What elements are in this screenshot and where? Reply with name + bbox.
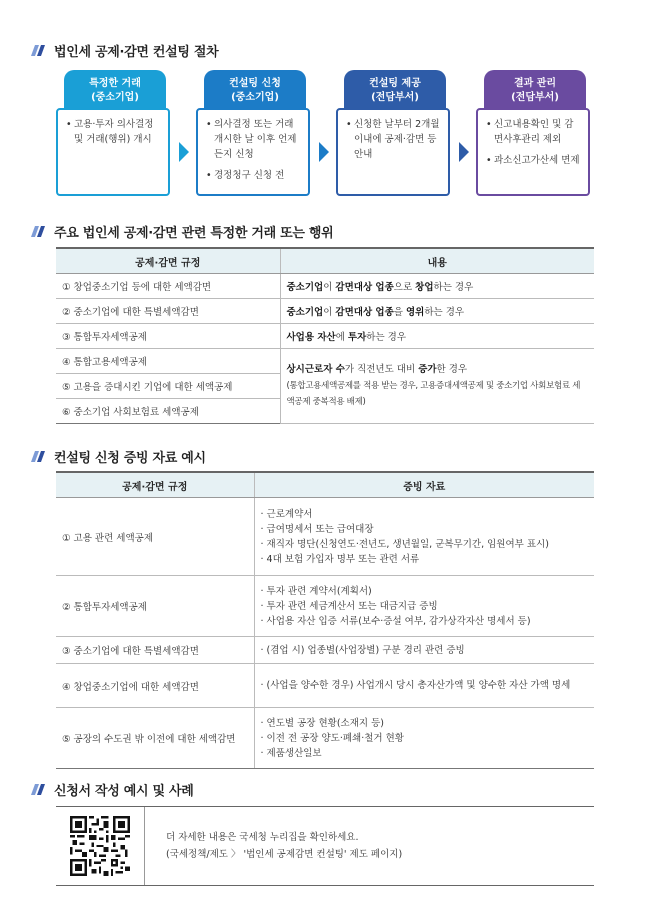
evidence-item: · (겸업 시) 업종별(사업장별) 구분 경리 관련 증빙 (260, 644, 465, 656)
qr-description (166, 829, 402, 863)
rule-cell: ③ 중소기업에 대한 특별세액감면 (56, 637, 254, 664)
section-marker-icon (32, 451, 45, 462)
step-title: 컨설팅 제공 (369, 78, 421, 89)
procedure-flow (56, 70, 596, 200)
step-item: • 신고내용확인 및 감면사후관리 제외 (486, 117, 582, 147)
step-3-head (344, 70, 446, 112)
step-title: 결과 관리 (513, 78, 557, 89)
arrow-right-icon (179, 142, 189, 162)
table-row (56, 576, 594, 637)
rule-cell: ⑥ 중소기업 사회보험료 세액공제 (56, 399, 280, 424)
step-item: • 고용·투자 의사결정 및 거래(행위) 개시 (66, 117, 162, 147)
step-2-box (196, 108, 310, 196)
step-item: • 과소신고가산세 면제 (486, 153, 582, 168)
step-item: • 신청한 날부터 2개월 이내에 공제·감면 등 안내 (346, 117, 442, 162)
qr-code-box (56, 807, 145, 885)
rule-cell: ⑤ 고용을 증대시킨 기업에 대한 세액공제 (56, 374, 280, 399)
evidence-item: · 근로계약서 (260, 508, 313, 520)
step-item: • 경정청구 신청 전 (206, 168, 302, 183)
qr-section (56, 806, 594, 886)
table-header: 내용 (280, 248, 594, 274)
evidence-cell (254, 708, 594, 769)
step-3 (336, 70, 454, 200)
step-1-head (64, 70, 166, 112)
rule-cell: ③ 통합투자세액공제 (56, 324, 280, 349)
content-cell: 중소기업이 감면대상 업종으로 창업하는 경우 (280, 274, 594, 299)
table-header: 공제·감면 규정 (56, 472, 254, 498)
table-row (56, 349, 594, 374)
table-row (56, 708, 594, 769)
section-title: 신청서 작성 예시 및 사례 (54, 784, 194, 799)
evidence-cell (254, 637, 594, 664)
table-row (56, 299, 594, 324)
evidence-table (56, 471, 594, 769)
table-row (56, 637, 594, 664)
rule-cell: ② 통합투자세액공제 (56, 576, 254, 637)
step-4-box (476, 108, 590, 196)
evidence-item: · 투자 관련 계약서(계획서) (260, 585, 372, 597)
table-row (56, 324, 594, 349)
qr-line: 더 자세한 내용은 국세청 누리집을 확인하세요. (166, 832, 359, 843)
content-cell: 사업용 자산에 투자하는 경우 (280, 324, 594, 349)
rule-cell: ④ 통합고용세액공제 (56, 349, 280, 374)
section-header-procedure (32, 41, 218, 60)
section-header-transactions (32, 222, 333, 241)
table-row (56, 664, 594, 708)
evidence-item: · 급여명세서 또는 급여대장 (260, 523, 374, 535)
table-row (56, 498, 594, 576)
transactions-table (56, 247, 594, 424)
evidence-item: · 4대 보험 가입자 명부 또는 관련 서류 (260, 553, 420, 565)
step-1 (56, 70, 174, 200)
evidence-cell (254, 576, 594, 637)
section-marker-icon (32, 45, 45, 56)
evidence-cell (254, 498, 594, 576)
step-sub: (전담부서) (371, 92, 419, 103)
section-title: 주요 법인세 공제·감면 관련 특정한 거래 또는 행위 (54, 226, 334, 241)
rule-cell: ① 창업중소기업 등에 대한 세액감면 (56, 274, 280, 299)
step-sub: (중소기업) (91, 92, 139, 103)
step-2 (196, 70, 314, 200)
step-item: • 의사결정 또는 거래 개시한 날 이후 언제든지 신청 (206, 117, 302, 162)
evidence-item: · 재직자 명단(신청연도·전년도, 생년월일, 군복무기간, 임원여부 표시) (260, 538, 549, 550)
evidence-item: · 사업용 자산 입증 서류(보수·증설 여부, 감가상각자산 명세서 등) (260, 615, 531, 627)
section-marker-icon (32, 226, 45, 237)
section-header-examples (32, 780, 193, 799)
step-4 (476, 70, 594, 200)
rule-cell: ① 고용 관련 세액공제 (56, 498, 254, 576)
section-title: 컨설팅 신청 증빙 자료 예시 (54, 451, 206, 466)
qr-line: (국세정책/제도 〉 '법인세 공제감면 컨설팅' 제도 페이지) (166, 849, 403, 860)
step-2-head (204, 70, 306, 112)
step-sub: (중소기업) (231, 92, 279, 103)
table-header: 증빙 자료 (254, 472, 594, 498)
qr-code-icon[interactable] (70, 816, 130, 876)
step-1-box (56, 108, 170, 196)
step-3-box (336, 108, 450, 196)
content-cell: 중소기업이 감면대상 업종을 영위하는 경우 (280, 299, 594, 324)
table-header: 공제·감면 규정 (56, 248, 280, 274)
rule-cell: ④ 창업중소기업에 대한 세액감면 (56, 664, 254, 708)
arrow-right-icon (319, 142, 329, 162)
evidence-item: · 투자 관련 세금계산서 또는 대금지급 증빙 (260, 600, 438, 612)
evidence-item: · (사업을 양수한 경우) 사업개시 당시 총자산가액 및 양수한 자산 가액 명세 (260, 680, 571, 691)
evidence-cell (254, 664, 594, 708)
evidence-item: · 제품생산일보 (260, 747, 322, 759)
step-title: 컨설팅 신청 (229, 78, 281, 89)
section-title: 법인세 공제·감면 컨설팅 절차 (54, 45, 219, 60)
rule-cell: ② 중소기업에 대한 특별세액감면 (56, 299, 280, 324)
step-4-head (484, 70, 586, 112)
step-sub: (전담부서) (511, 92, 559, 103)
evidence-item: · 이전 전 공장 양도·폐쇄·철거 현황 (260, 732, 404, 744)
table-row (56, 274, 594, 299)
evidence-item: · 연도별 공장 현황(소재지 등) (260, 717, 384, 729)
arrow-right-icon (459, 142, 469, 162)
section-header-evidence (32, 447, 206, 466)
content-note: (통합고용세액공제를 적용 받는 경우, 고용증대세액공제 및 중소기업 사회보험료 세액공제 중복적용 배제) (286, 381, 581, 407)
content-cell: 상시근로자 수가 직전년도 대비 증가한 경우 (통합고용세액공제를 적용 받는 경우, 고용증대세액공제 및 중소기업 사회보험료 세액공제 중복적용 배제) (280, 349, 594, 424)
rule-cell: ⑤ 공장의 수도권 밖 이전에 대한 세액감면 (56, 708, 254, 769)
step-title: 특정한 거래 (89, 78, 141, 89)
section-marker-icon (32, 784, 45, 795)
